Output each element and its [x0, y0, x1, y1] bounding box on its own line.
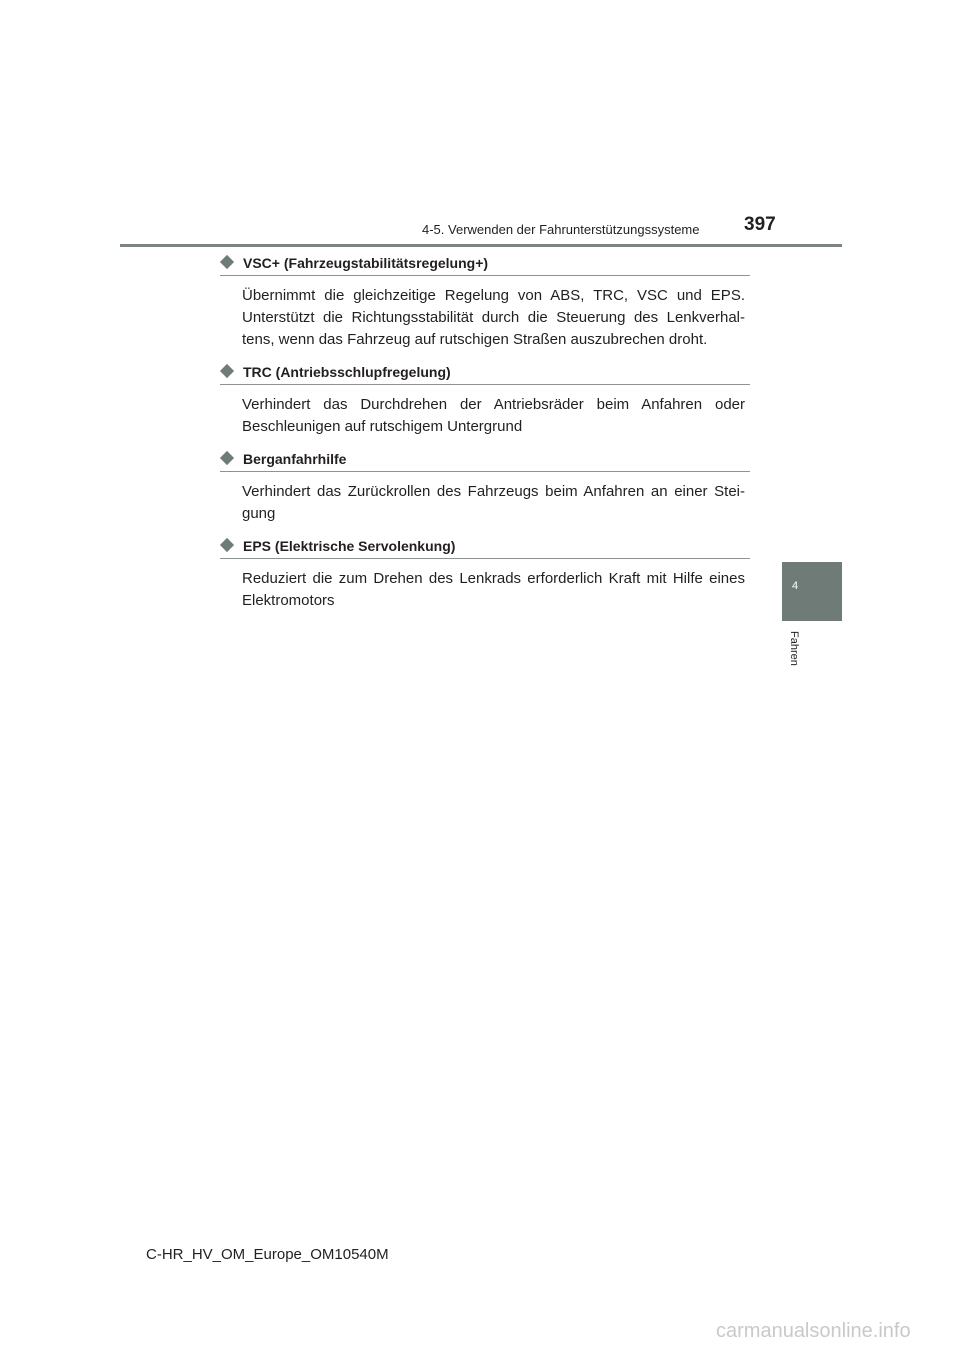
item-heading	[220, 536, 750, 559]
page-number: 397	[744, 214, 776, 235]
item-body: Verhindert das Durchdrehen der Antriebsräder beim Anfahren oder Beschleunigen auf rutschigem Untergrund	[242, 396, 745, 435]
item-heading	[220, 449, 750, 472]
list-item	[220, 449, 750, 525]
list-item	[220, 536, 750, 612]
item-heading	[220, 253, 750, 276]
item-body: Verhindert das Zurückrollen des Fahrzeugs beim Anfahren an einer Stei-gung	[242, 483, 745, 522]
header-divider	[120, 244, 842, 247]
item-title: EPS (Elektrische Servolenkung)	[243, 538, 456, 554]
main-content	[220, 253, 750, 612]
chapter-number: 4	[791, 580, 799, 592]
diamond-bullet-icon	[220, 538, 234, 552]
item-heading	[220, 362, 750, 385]
chapter-tab[interactable]	[782, 562, 842, 621]
diamond-bullet-icon	[220, 451, 234, 465]
list-item	[220, 362, 750, 438]
watermark: carmanualsonline.info	[716, 1320, 911, 1342]
item-title: VSC+ (Fahrzeugstabilitätsregelung+)	[243, 255, 489, 271]
page-header	[0, 0, 960, 250]
item-title: TRC (Antriebsschlupfregelung)	[243, 364, 451, 380]
chapter-label: Fahren	[788, 631, 800, 666]
item-body: Übernimmt die gleichzeitige Regelung von ABS, TRC, VSC und EPS. Unterstützt die Richtungsstabilität durch die Steuerung des Lenkverhal-tens, wenn das Fahrzeug auf rutschigen Straßen auszubrechen droht.	[242, 287, 745, 348]
document-code: C-HR_HV_OM_Europe_OM10540M	[146, 1246, 389, 1263]
diamond-bullet-icon	[220, 364, 234, 378]
diamond-bullet-icon	[220, 255, 234, 269]
list-item	[220, 253, 750, 351]
section-title: 4-5. Verwenden der Fahrunterstützungssysteme	[422, 222, 700, 237]
item-title: Berganfahrhilfe	[243, 451, 347, 467]
item-body: Reduziert die zum Drehen des Lenkrads erforderlich Kraft mit Hilfe eines Elektromotors	[242, 570, 745, 609]
chapter-label-container	[781, 631, 807, 681]
